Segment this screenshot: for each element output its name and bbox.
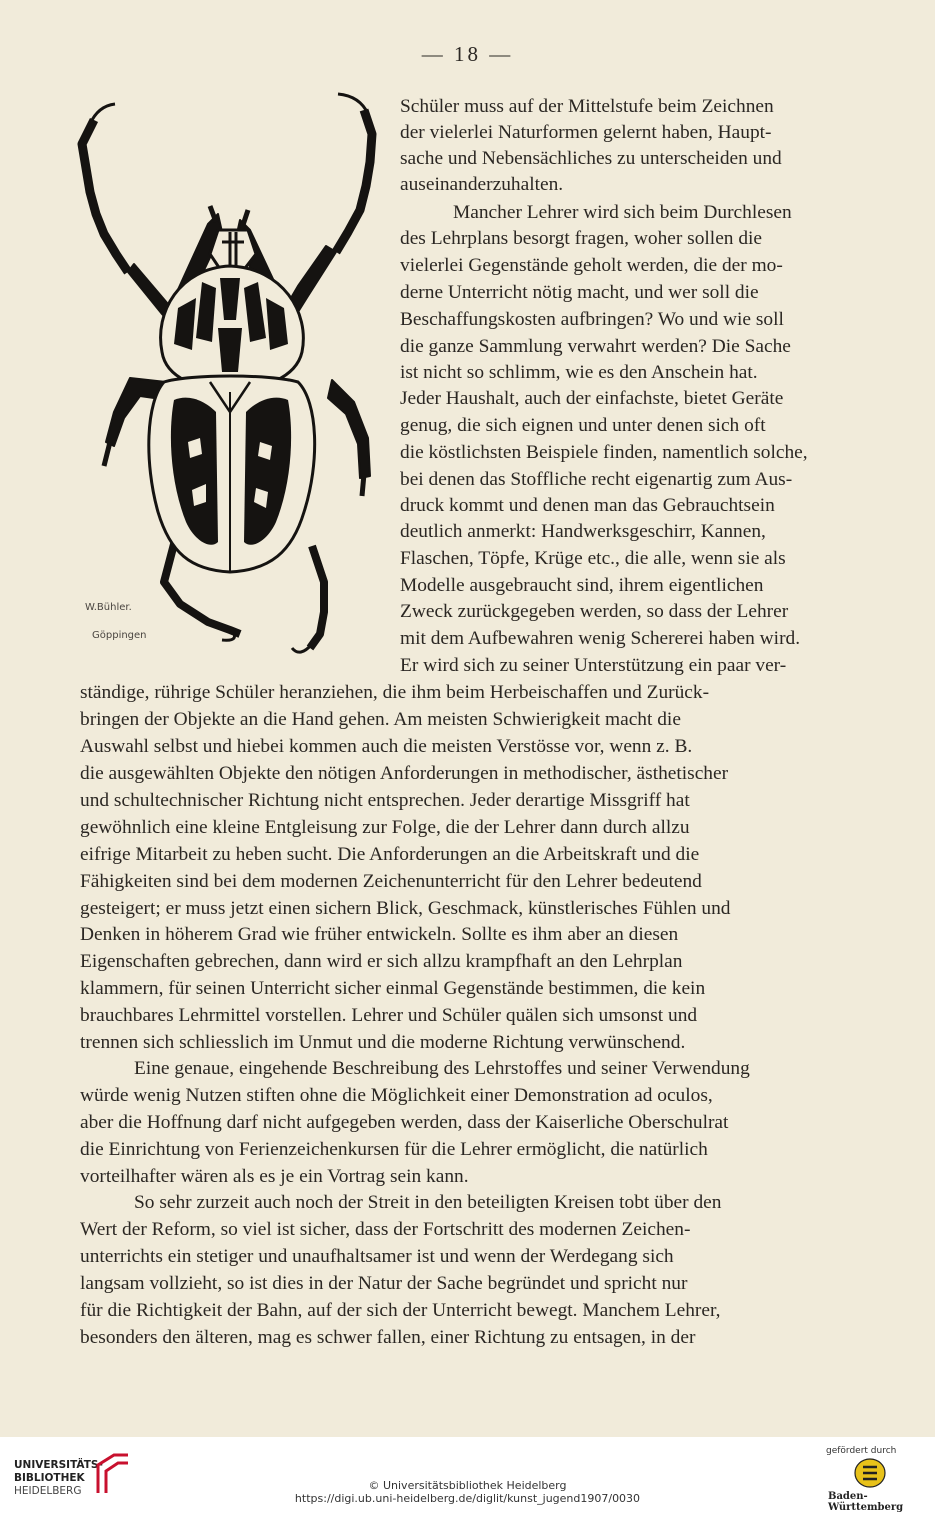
text-line: Jeder Haushalt, auch der einfachste, bietet Geräte [400, 388, 784, 409]
text-line: die köstlichsten Beispiele finden, namentlich solche, [400, 442, 808, 463]
text-line: Eine genaue, eingehende Beschreibung des Lehrstoffes und seiner Verwendung [134, 1058, 750, 1079]
copyright-notice: © Universitätsbibliothek Heidelberg [368, 1479, 567, 1492]
library-name-line3: HEIDELBERG [14, 1485, 82, 1497]
goliath-beetle-illustration [70, 82, 390, 662]
text-line: langsam vollzieht, so ist dies in der Natur der Sache begründet und spricht nur [80, 1273, 688, 1294]
state-seal-icon[interactable] [852, 1457, 888, 1489]
text-line: eifrige Mitarbeit zu heben sucht. Die Anforderungen an die Arbeitskraft und die [80, 844, 700, 865]
text-line: unterrichts ein stetiger und unaufhaltsamer ist und wenn der Werdegang sich [80, 1246, 674, 1267]
text-line: klammern, für seinen Unterricht sicher einmal Gegenstände bestimmen, die kein [80, 978, 706, 999]
artist-signature-place: Göppingen [92, 630, 147, 641]
text-line: Fähigkeiten sind bei dem modernen Zeichenunterricht für den Lehrer bedeutend [80, 871, 702, 892]
text-line: die Einrichtung von Ferienzeichenkursen für die Lehrer ermöglicht, die natürlich [80, 1139, 708, 1160]
text-line: für die Richtigkeit der Bahn, auf der sich der Unterricht bewegt. Manchem Lehrer, [80, 1300, 721, 1321]
text-line: die ganze Sammlung verwahrt werden? Die Sache [400, 336, 791, 357]
text-line: auseinanderzuhalten. [400, 174, 564, 195]
text-line: deutlich anmerkt: Handwerksgeschirr, Kannen, [400, 521, 766, 542]
text-line: druck kommt und denen man das Gebrauchtsein [400, 495, 775, 516]
text-line: derne Unterricht nötig macht, und wer soll die [400, 282, 759, 303]
text-line: die ausgewählten Objekte den nötigen Anforderungen in methodischer, ästhetischer [80, 763, 729, 784]
text-line: Denken in höherem Grad wie früher entwickeln. Sollte es ihm aber an diesen [80, 924, 679, 945]
artist-signature-name: W.Bühler. [85, 602, 132, 613]
text-line: gesteigert; er muss jetzt einen sichern Blick, Geschmack, künstlerisches Fühlen und [80, 898, 731, 919]
viewer-footer [0, 1437, 935, 1513]
text-line: Beschaffungskosten aufbringen? Wo und wie soll [400, 309, 784, 330]
text-line: vielerlei Gegenstände geholt werden, die der mo- [400, 255, 783, 276]
permalink-url[interactable]: https://digi.ub.uni-heidelberg.de/diglit/kunst_jugend1907/0030 [294, 1492, 641, 1505]
text-line: Er wird sich zu seiner Unterstützung ein paar ver- [400, 655, 787, 676]
text-line: bringen der Objekte an die Hand gehen. Am meisten Schwierigkeit macht die [80, 709, 681, 730]
text-line: ist nicht so schlimm, wie es den Anschein hat. [400, 362, 758, 383]
text-line: Schüler muss auf der Mittelstufe beim Zeichnen [400, 96, 774, 117]
text-line: So sehr zurzeit auch noch der Streit in den beteiligten Kreisen tobt über den [134, 1192, 722, 1213]
text-line: würde wenig Nutzen stiften ohne die Möglichkeit einer Demonstration ad oculos, [80, 1085, 713, 1106]
text-line: vorteilhafter wären als es je ein Vortrag sein kann. [80, 1166, 469, 1187]
text-line: aber die Hoffnung darf nicht aufgegeben werden, dass der Kaiserliche Oberschulrat [80, 1112, 729, 1133]
sponsor-name: Baden-Württemberg [828, 1491, 904, 1513]
text-line: Mancher Lehrer wird sich beim Durchlesen [453, 202, 792, 223]
text-line: gewöhnlich eine kleine Entgleisung zur Folge, die der Lehrer dann durch allzu [80, 817, 690, 838]
text-line: ständige, rührige Schüler heranziehen, die ihm beim Herbeischaffen und Zurück- [80, 682, 710, 703]
text-line: bei denen das Stoffliche recht eigenartig zum Aus- [400, 469, 793, 490]
text-line: besonders den älteren, mag es schwer fallen, einer Richtung zu entsagen, in der [80, 1327, 696, 1348]
text-line: Zweck zurückgegeben werden, so dass der Lehrer [400, 601, 789, 622]
text-line: mit dem Aufbewahren wenig Schererei haben wird. [400, 628, 801, 649]
text-line: sache und Nebensächliches zu unterscheiden und [400, 148, 782, 169]
text-line: des Lehrplans besorgt fragen, woher sollen die [400, 228, 763, 249]
sponsor-label: gefördert durch [826, 1446, 897, 1456]
text-line: der vielerlei Naturformen gelernt haben, Haupt- [400, 122, 772, 143]
text-line: Modelle ausgebraucht sind, ihrem eigentlichen [400, 575, 764, 596]
text-line: Auswahl selbst und hiebei kommen auch die meisten Verstösse vor, wenn z. B. [80, 736, 693, 757]
text-line: genug, die sich eignen und unter denen sich oft [400, 415, 766, 436]
text-line: und schultechnischer Richtung nicht entsprechen. Jeder derartige Missgriff hat [80, 790, 690, 811]
page-number: — 18 — [421, 42, 514, 66]
text-line: Wert der Reform, so viel ist sicher, dass der Fortschritt des modernen Zeichen- [80, 1219, 691, 1240]
text-line: Eigenschaften gebrechen, dann wird er sich allzu krampfhaft an den Lehrplan [80, 951, 683, 972]
text-line: trennen sich schliesslich im Unmut und die moderne Richtung verwünschend. [80, 1032, 686, 1053]
library-name-line2: BIBLIOTHEK [14, 1472, 85, 1484]
text-line: brauchbares Lehrmittel vorstellen. Lehrer und Schüler quälen sich umsonst und [80, 1005, 698, 1026]
library-name-line1: UNIVERSITÄTS- [14, 1459, 103, 1471]
text-line: Flaschen, Töpfe, Krüge etc., die alle, wenn sie als [400, 548, 786, 569]
